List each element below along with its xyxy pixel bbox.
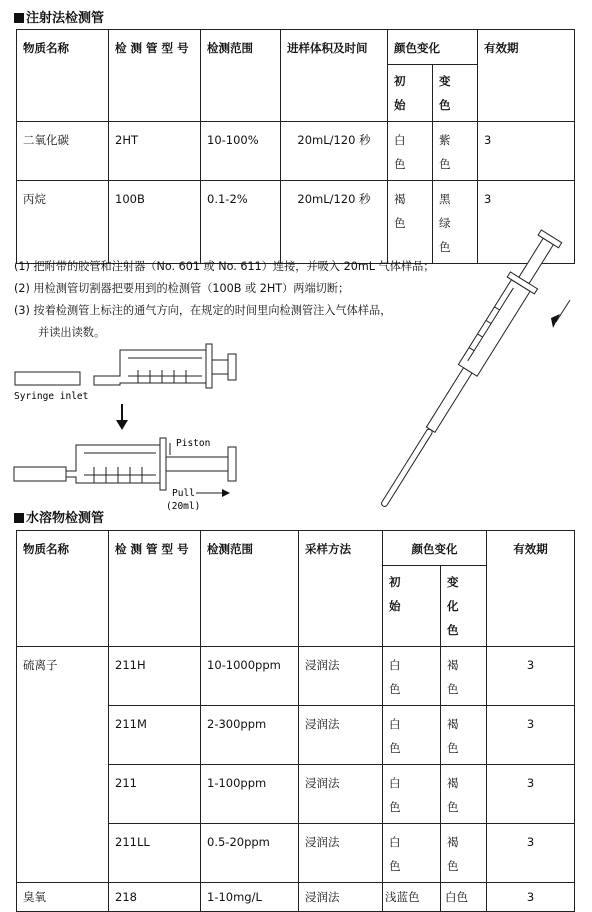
header-color: 颜色变化 [383, 531, 487, 566]
cell-model: 211 [109, 765, 201, 824]
cell-validity: 3 [478, 181, 575, 264]
cell-change: 褐 色 [441, 706, 487, 765]
cell-range: 1-10mg/L [201, 883, 299, 912]
header-method: 采样方法 [299, 531, 383, 647]
header-range: 检测范围 [201, 531, 299, 647]
cell-volume: 20mL/120 秒 [281, 181, 388, 264]
header-model: 检 测 管 型 号 [109, 531, 201, 647]
cell-range: 0.1-2% [201, 181, 281, 264]
cell-initial: 白 色 [388, 122, 433, 181]
square-bullet-icon [14, 513, 24, 523]
header-validity: 有效期 [478, 30, 575, 122]
pull-volume-label: (20ml) [166, 501, 201, 512]
cell-range: 0.5-20ppm [201, 824, 299, 883]
cell-method: 浸润法 [299, 824, 383, 883]
cell-model: 218 [109, 883, 201, 912]
cell-group-name: 硫离子 [17, 647, 109, 883]
header-name: 物质名称 [17, 531, 109, 647]
cell-initial: 白 色 [383, 647, 441, 706]
cell-volume: 20mL/120 秒 [281, 122, 388, 181]
cell-validity: 3 [478, 122, 575, 181]
cell-change: 白色 [441, 883, 487, 912]
cell-method: 浸润法 [299, 883, 383, 912]
cell-initial: 白 色 [383, 706, 441, 765]
pull-label: Pull [172, 488, 195, 499]
cell-range: 10-1000ppm [201, 647, 299, 706]
cell-change: 紫 色 [433, 122, 478, 181]
cell-method: 浸润法 [299, 647, 383, 706]
cell-method: 浸润法 [299, 765, 383, 824]
instruction-step: (1) 把附带的胶管和注射器（No. 601 或 No. 611）连接，并吸入 20mL 气体样品； [14, 260, 435, 273]
cell-change: 褐 色 [441, 824, 487, 883]
header-validity: 有效期 [487, 531, 575, 647]
cell-model: 2HT [109, 122, 201, 181]
cell-change: 褐 色 [441, 647, 487, 706]
cell-range: 1-100ppm [201, 765, 299, 824]
header-initial: 初 始 [388, 65, 433, 122]
section-title: 注射法检测管 [26, 11, 105, 26]
header-model: 检 测 管 型 号 [109, 30, 201, 122]
cell-range: 2-300ppm [201, 706, 299, 765]
header-color: 颜色变化 [388, 30, 478, 65]
cell-model: 211H [109, 647, 201, 706]
cell-range: 10-100% [201, 122, 281, 181]
instruction-step: 并读出读数。 [38, 326, 106, 339]
header-initial: 初 始 [383, 566, 441, 647]
cell-validity: 3 [487, 706, 575, 765]
instruction-step: (2) 用检测管切割器把要用到的检测管（100B 或 2HT）两端切断； [14, 282, 350, 295]
cell-validity: 3 [487, 883, 575, 912]
header-change: 变 色 [433, 65, 478, 122]
instruction-step: (3) 按着检测管上标注的通气方向，在规定的时间里向检测管注入气体样品， [14, 304, 392, 317]
cell-name: 二氧化碳 [17, 122, 109, 181]
cell-initial: 白 色 [383, 824, 441, 883]
cell-validity: 3 [487, 647, 575, 706]
cell-initial: 浅蓝色 [383, 883, 441, 912]
header-volume: 进样体积及时间 [281, 30, 388, 122]
cell-initial: 白 色 [383, 765, 441, 824]
cell-name: 丙烷 [17, 181, 109, 264]
cell-name: 臭氧 [17, 883, 109, 912]
cell-initial: 褐 色 [388, 181, 433, 264]
cell-change: 褐 色 [441, 765, 487, 824]
cell-model: 211M [109, 706, 201, 765]
flow-arrow-icon [551, 314, 560, 328]
header-range: 检测范围 [201, 30, 281, 122]
section-title: 水溶物检测管 [26, 511, 105, 526]
cell-model: 211LL [109, 824, 201, 883]
cell-change: 黑 绿 色 [433, 181, 478, 264]
cell-method: 浸润法 [299, 706, 383, 765]
piston-label: Piston [176, 438, 211, 449]
section-heading-water [14, 507, 104, 526]
cell-model: 100B [109, 181, 201, 264]
water-soluble-table [16, 530, 575, 912]
syringe-inlet-label: Syringe inlet [14, 391, 89, 402]
header-change: 变 化 色 [441, 566, 487, 647]
cell-validity: 3 [487, 824, 575, 883]
header-name: 物质名称 [17, 30, 109, 122]
cell-validity: 3 [487, 765, 575, 824]
